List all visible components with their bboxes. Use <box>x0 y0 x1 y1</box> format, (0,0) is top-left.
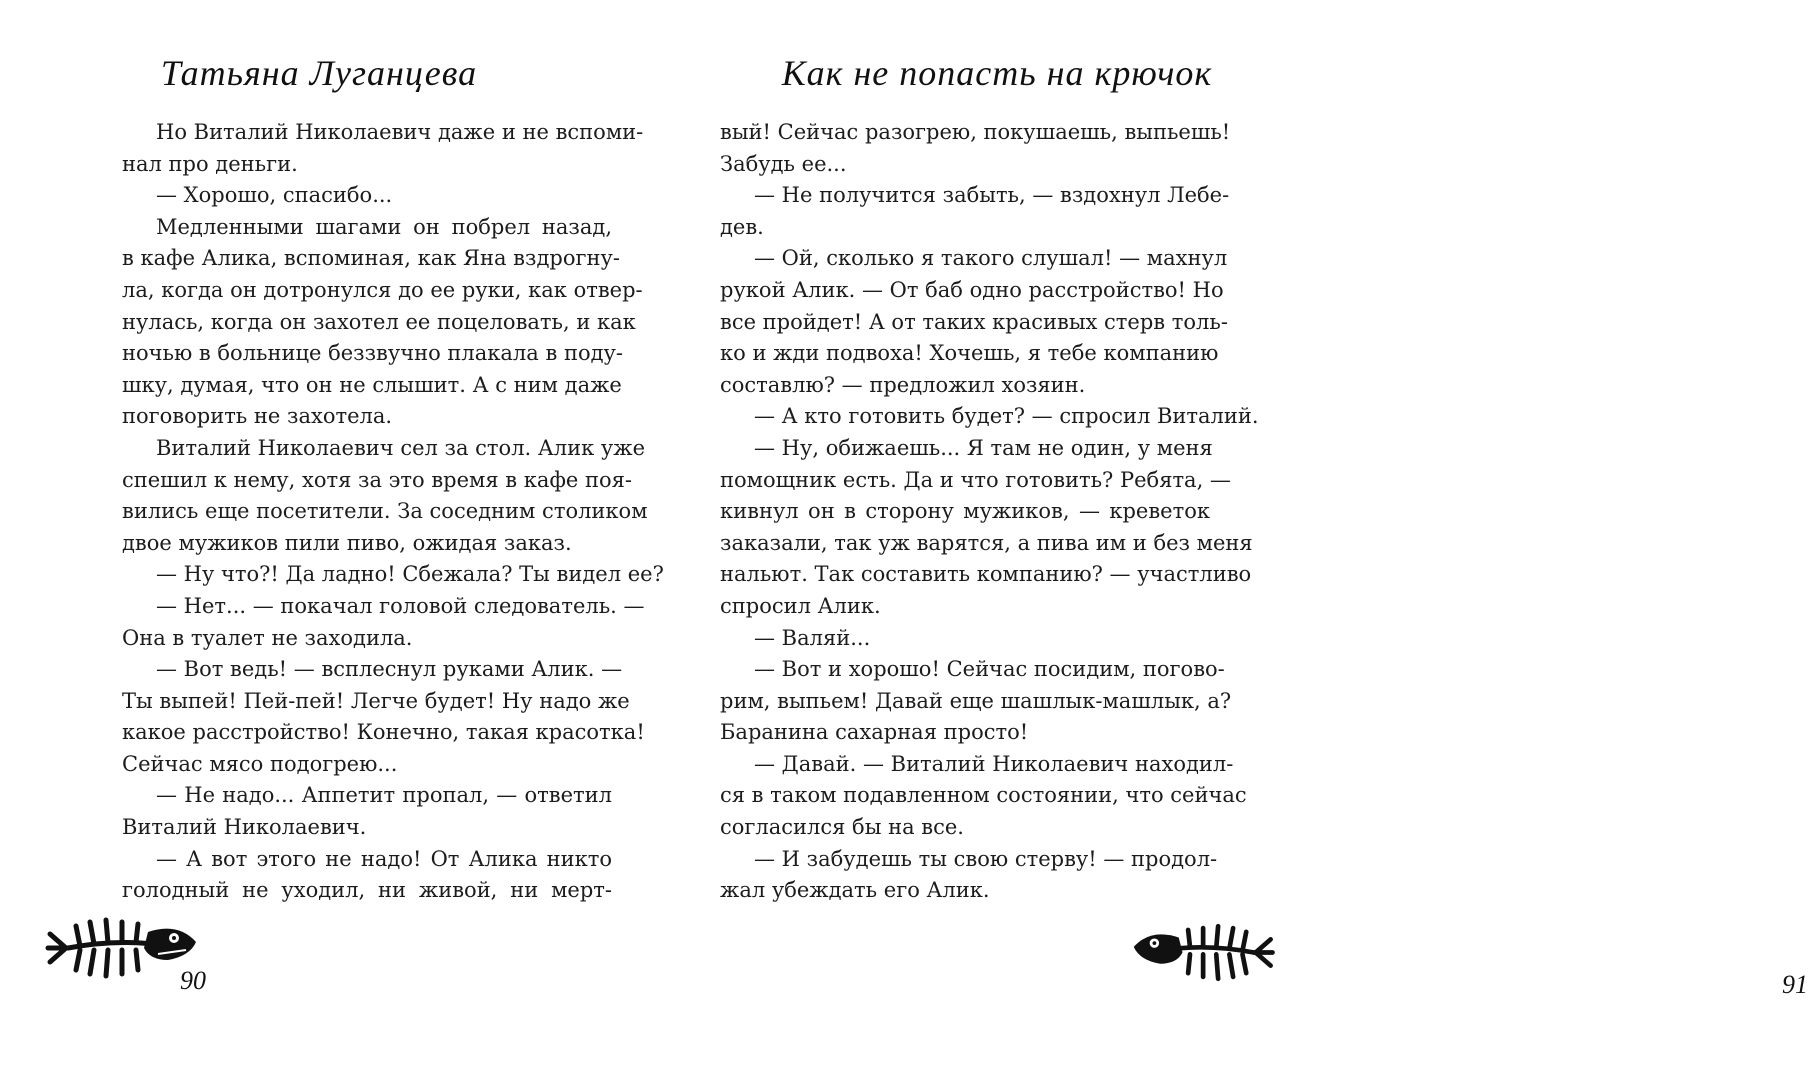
fish-skeleton-icon <box>1130 915 1280 990</box>
text-line: заказали, так уж варятся, а пива им и без меня <box>720 530 1253 555</box>
text-line: Ты выпей! Пей-пей! Легче будет! Ну надо же <box>122 688 630 713</box>
text-line: — Не надо... Аппетит пропал, — ответил <box>156 783 612 808</box>
text-line: — А вот этого не надо! От Алика никто <box>156 846 612 871</box>
text-line: дев. <box>720 214 764 239</box>
text-line: — Хорошо, спасибо... <box>156 183 393 208</box>
text-line: — Вот и хорошо! Сейчас посидим, погово- <box>754 657 1225 682</box>
text-line: — Валяй... <box>754 625 871 650</box>
text-line: Она в туалет не заходила. <box>122 625 413 650</box>
text-line: спешил к нему, хотя за это время в кафе поя- <box>122 467 632 492</box>
text-line: кивнул он в сторону мужиков, — креветок <box>720 499 1210 524</box>
text-line: поговорить не захотела. <box>122 404 393 429</box>
text-line: шку, думая, что он не слышит. А с ним даже <box>122 372 622 397</box>
text-line: двое мужиков пили пиво, ожидая заказ. <box>122 530 572 555</box>
text-line: вились еще посетители. За соседним столиком <box>122 499 648 524</box>
text-line: — И забудешь ты свою стерву! — продол- <box>754 846 1218 871</box>
right-body-text <box>720 117 1259 907</box>
text-line: — Нет... — покачал головой следователь. — <box>156 593 645 618</box>
text-line: ночью в больнице беззвучно плакала в поду- <box>122 341 623 366</box>
text-line: в кафе Алика, вспоминая, как Яна вздрогну- <box>122 246 620 271</box>
text-line: какое расстройство! Конечно, такая красотка! <box>122 720 645 745</box>
left-body-text <box>122 117 664 907</box>
left-page-number: 90 <box>180 966 206 995</box>
text-line: вый! Сейчас разогрею, покушаешь, выпьешь! <box>720 120 1231 144</box>
text-line: — Ой, сколько я такого слушал! — махнул <box>754 246 1228 271</box>
text-line: все пройдет! А от таких красивых стерв толь- <box>720 309 1228 334</box>
text-line: — Ну что?! Да ладно! Сбежала? Ты видел ее? <box>156 562 664 587</box>
text-line: рукой Алик. — От баб одно расстройство! Но <box>720 277 1224 302</box>
text-line: — Вот ведь! — всплеснул руками Алик. — <box>156 657 623 682</box>
text-line: Сейчас мясо подогрею... <box>122 751 398 776</box>
text-line: нал про деньги. <box>122 151 298 176</box>
text-line: ся в таком подавленном состоянии, что сейчас <box>720 783 1247 808</box>
text-line: составлю? — предложил хозяин. <box>720 372 1086 397</box>
text-line: Виталий Николаевич. <box>122 815 367 840</box>
text-line: помощник есть. Да и что готовить? Ребята, — <box>720 467 1231 492</box>
text-line: Забудь ее... <box>720 151 847 176</box>
right-running-header: Как не попасть на крючок <box>781 53 1213 93</box>
text-line: — Не получится забыть, — вздохнул Лебе- <box>754 183 1230 208</box>
left-running-header: Татьяна Луганцева <box>160 53 478 93</box>
right-page-number: 91 <box>1782 970 1808 999</box>
text-line: — А кто готовить будет? — спросил Виталий. <box>754 404 1259 429</box>
text-line: нулась, когда он захотел ее поцеловать, и как <box>122 309 636 334</box>
text-line: — Давай. — Виталий Николаевич находил- <box>754 751 1234 776</box>
text-line: рим, выпьем! Давай еще шашлык-машлык, а? <box>720 688 1232 713</box>
text-line: ла, когда он дотронулся до ее руки, как отвер- <box>122 277 643 302</box>
text-line: голодный не уходил, ни живой, ни мерт- <box>122 878 612 903</box>
text-line: нальют. Так составить компанию? — участливо <box>720 562 1252 587</box>
text-line: Медленными шагами он побрел назад, <box>156 214 612 239</box>
text-line: Но Виталий Николаевич даже и не вспоми- <box>156 120 644 144</box>
text-line: Виталий Николаевич сел за стол. Алик уже <box>156 435 646 460</box>
text-line: жал убеждать его Алик. <box>720 878 990 903</box>
text-line: — Ну, обижаешь... Я там не один, у меня <box>754 435 1213 460</box>
text-line: согласился бы на все. <box>720 815 964 840</box>
text-line: Баранина сахарная просто! <box>720 720 1029 745</box>
text-line: спросил Алик. <box>720 593 881 618</box>
left-page <box>0 0 664 1080</box>
fish-skeleton-icon <box>40 908 200 988</box>
text-line: ко и жди подвоха! Хочешь, я тебе компанию <box>720 341 1219 366</box>
